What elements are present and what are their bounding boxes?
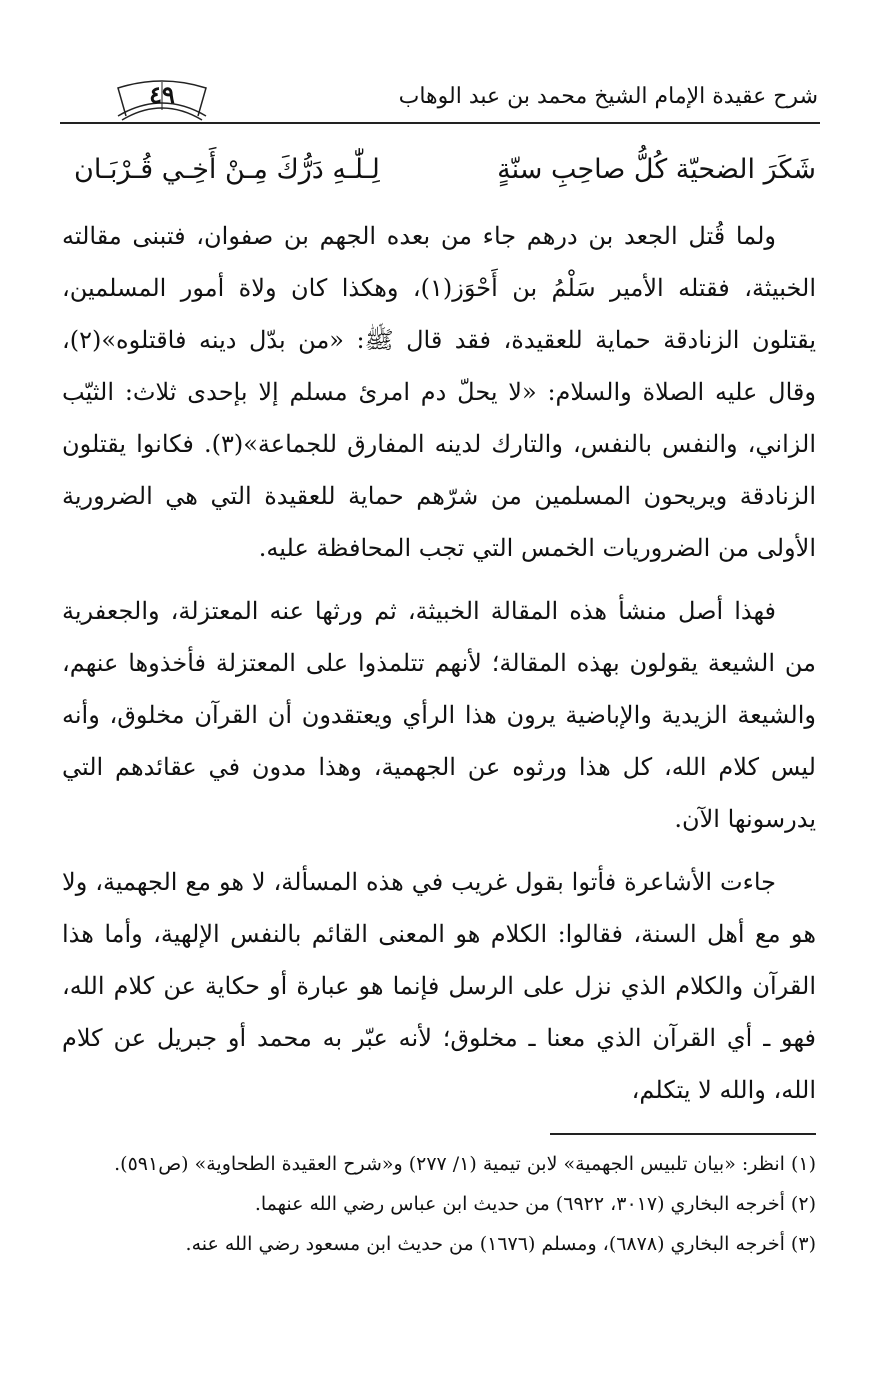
paragraph	[62, 210, 816, 574]
book-title: شرح عقيدة الإمام الشيخ محمد بن عبد الوهاب	[398, 84, 818, 109]
verse-second-hemistich: لِـلّٰـهِ دَرُّكَ مِـنْ أَخِـي قُـرْبَـان	[74, 154, 380, 185]
main-text	[62, 210, 816, 1127]
verse-first-hemistich: شَكَرَ الضحيّة كُلُّ صاحِبِ سنّةٍ	[497, 154, 816, 185]
paragraph-text: جاءت الأشاعرة فأتوا بقول غريب في هذه المسألة، لا هو مع الجهمية، ولا هو مع أهل السنة، فقالوا: الكلام هو المعنى القائم بالنفس الإلهية، وأما هذا القرآن والكلام الذي نزل على الرسل فإنما هو عبارة أو حكاية عن كلام الله، فهو ـ أي القرآن الذي معنا ـ مخلوق؛ لأنه عبّر به محمد أو جبريل عن كلام الله، والله لا يتكلم،	[62, 868, 816, 1104]
paragraph	[62, 585, 816, 845]
paragraph-text: فهذا أصل منشأ هذه المقالة الخبيثة، ثم ورثها عنه المعتزلة، والجعفرية من الشيعة يقولون بهذه المقالة؛ لأنهم تتلمذوا على المعتزلة فأخذوها عنهم، والشيعة الزيدية والإباضية يرون هذا الرأي ويعتقدون أن القرآن مخلوق، وأنه ليس كلام الله، كل هذا ورثوه عن الجهمية، وهذا مدون في عقائدهم التي يدرسونها الآن.	[62, 597, 816, 833]
footnote: (١) انظر: «بيان تلبيس الجهمية» لابن تيمية (١/ ٢٧٧) و«شرح العقيدة الطحاوية» (ص٥٩١).	[114, 1153, 816, 1175]
footnote-separator	[550, 1133, 816, 1135]
footnote: (٣) أخرجه البخاري (٦٨٧٨)، ومسلم (١٦٧٦) من حديث ابن مسعود رضي الله عنه.	[185, 1233, 816, 1255]
footnotes	[62, 1146, 816, 1266]
footnote: (٢) أخرجه البخاري (٣٠١٧، ٦٩٢٢) من حديث ابن عباس رضي الله عنهما.	[254, 1193, 816, 1215]
running-header	[60, 78, 820, 124]
paragraph-text: ولما قُتل الجعد بن درهم جاء من بعده الجهم بن صفوان، فتبنى مقالته الخبيثة، فقتله الأمير سَلْمُ بن أَحْوَز(١)، وهكذا كان ولاة أمور المسلمين، يقتلون الزنادقة حماية للعقيدة، فقد قال ﷺ: «من بدّل دينه فاقتلوه»(٢)، وقال عليه الصلاة والسلام: «لا يحلّ دم امرئ مسلم إلا بإحدى ثلاث: الثيّب الزاني، والنفس بالنفس، والتارك لدينه المفارق للجماعة»(٣). فكانوا يقتلون الزنادقة ويريحون المسلمين من شرّهم حماية للعقيدة التي هي الضرورية الأولى من الضروريات الخمس التي تجب المحافظة عليه.	[62, 222, 817, 562]
page-number-badge	[112, 76, 212, 122]
poetry-verse	[60, 148, 816, 198]
page-number: ٤٩	[149, 80, 175, 109]
paragraph	[62, 856, 816, 1116]
